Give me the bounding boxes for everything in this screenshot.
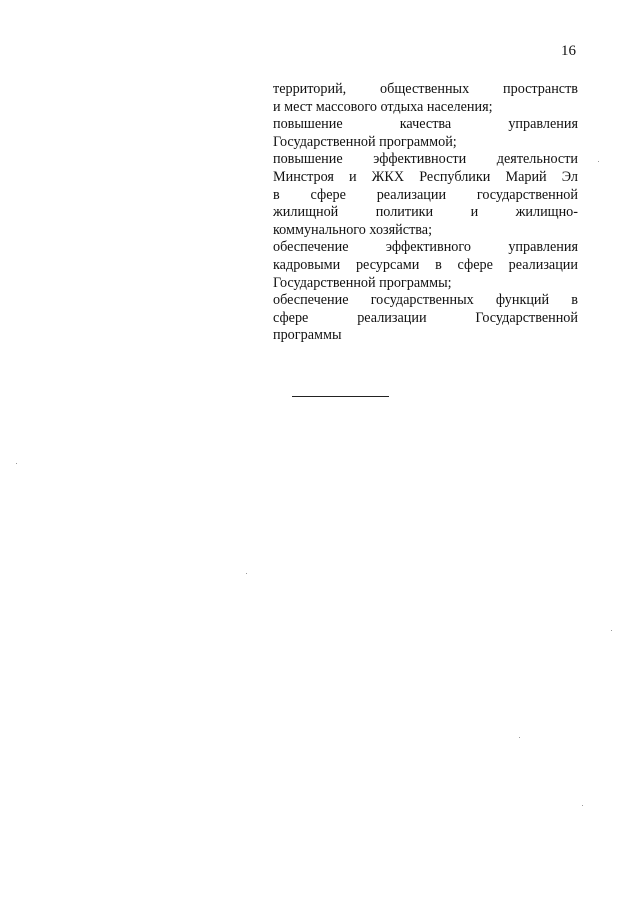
text-line: обеспечение государственных функций в xyxy=(273,292,578,309)
text-line: обеспечение эффективного управления xyxy=(273,239,578,256)
text-line: повышение качества управления xyxy=(273,116,578,133)
text-line: коммунального хозяйства; xyxy=(273,221,433,238)
scan-speck xyxy=(16,463,17,464)
text-line: Государственной программой; xyxy=(273,133,457,150)
text-line: жилищной политики и жилищно- xyxy=(273,204,578,221)
end-divider-line xyxy=(292,396,389,397)
text-line: сфере реализации Государственной xyxy=(273,309,578,326)
text-line: повышение эффективности деятельности xyxy=(273,151,578,168)
text-line: территорий, общественных пространств xyxy=(273,81,578,97)
text-line: в сфере реализации государственной xyxy=(273,186,578,203)
text-line: кадровыми ресурсами в сфере реализации xyxy=(273,256,578,273)
text-line: программы xyxy=(273,327,342,344)
page-number: 16 xyxy=(561,43,576,59)
scan-speck xyxy=(519,737,520,738)
text-line: Государственной программы; xyxy=(273,274,452,291)
text-line: и мест массового отдыха населения; xyxy=(273,98,493,115)
text-line: Минстроя и ЖКХ Республики Марий Эл xyxy=(273,168,578,185)
body-text xyxy=(273,81,578,345)
scan-speck xyxy=(598,161,599,162)
scan-speck xyxy=(611,630,612,631)
scan-speck xyxy=(246,573,247,574)
scan-speck xyxy=(582,805,583,806)
